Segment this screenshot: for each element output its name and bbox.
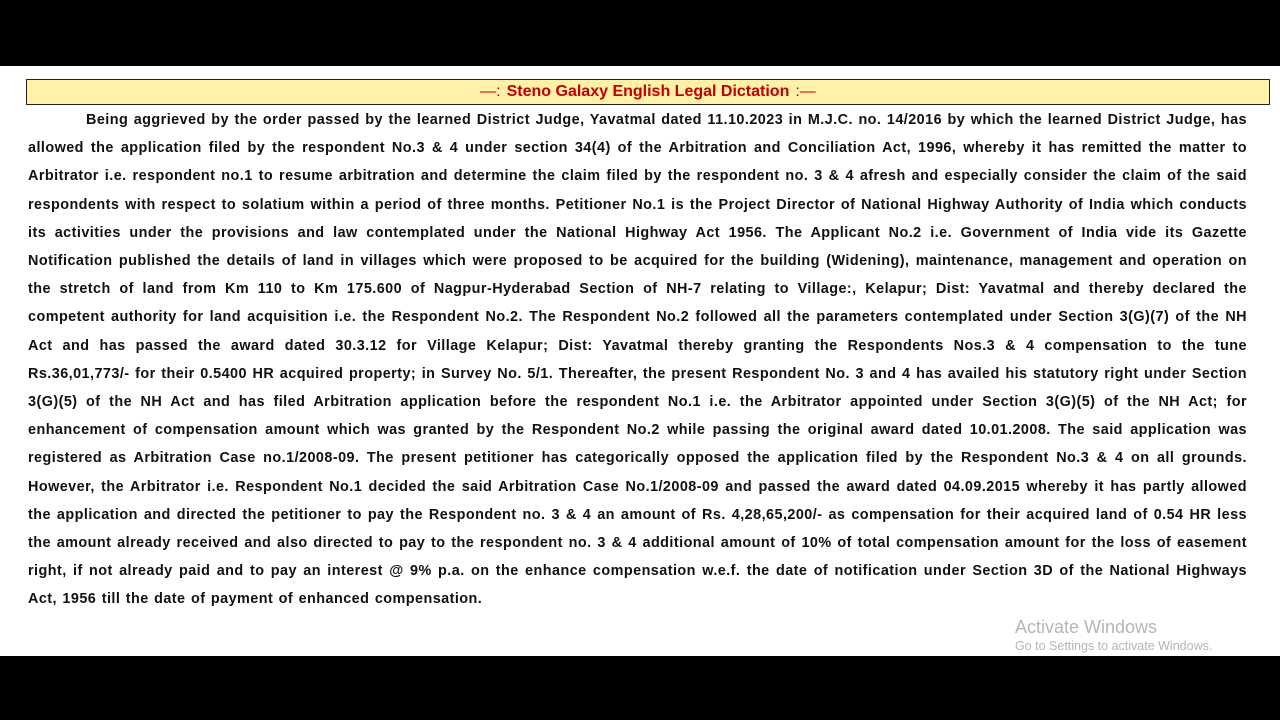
title-banner — [26, 79, 1270, 105]
paragraph-text: Being aggrieved by the order passed by the learned District Judge, Yavatmal dated 11.10.2023 in M.J.C. no. 14/2016 by which the learned District Judge, has allowed the application filed by the respondent No.3 & 4 under section 34(4) of the Arbitration and Conciliation Act, 1996, whereby it has remitted the matter to Arbitrator i.e. respondent no.1 to resume arbitration and determine the claim filed by the respondent no. 3 & 4 afresh and especially consider the claim of the said respondents with respect to solatium within a period of three months. Petitioner No.1 is the Project Director of National Highway Authority of India which conducts its activities under the provisions and law contemplated under the National Highway Act 1956. The Applicant No.2 i.e. Government of India vide its Gazette Notification published the details of land in villages which were proposed to be acquired for the building (Widening), maintenance, management and operation on the stretch of land from Km 110 to Km 175.600 of Nagpur-Hyderabad Section of NH-7 relating to Village:, Kelapur; Dist: Yavatmal and thereby declared the competent authority for land acquisition i.e. the Respondent No.2. The Respondent No.2 followed all the parameters contemplated under Section 3(G)(7) of the NH Act and has passed the award dated 30.3.12 for Village Kelapur; Dist: Yavatmal thereby granting the Respondents Nos.3 & 4 compensation to the tune Rs.36,01,773/- for their 0.5400 HR acquired property; in Survey No. 5/1. Thereafter, the present Respondent No. 3 and 4 has availed his statutory right under Section 3(G)(5) of the NH Act and has filed Arbitration application before the respondent No.1 i.e. the Arbitrator appointed under Section 3(G)(5) of the NH Act; for enhancement of compensation amount which was granted by the Respondent No.2 while passing the original award dated 10.01.2008. The said application was registered as Arbitration Case no.1/2008-09. The present petitioner has categorically opposed the application filed by the Respondent No.3 & 4 on all grounds. However, the Arbitrator i.e. Respondent No.1 decided the said Arbitration Case No.1/2008-09 and passed the award dated 04.09.2015 whereby it has partly allowed the application and directed the petitioner to pay the Respondent no. 3 & 4 an amount of Rs. 4,28,65,200/- as compensation for their acquired land of 0.54 HR less the amount already received and also directed to pay to the respondent no. 3 & 4 additional amount of 10% of total compensation amount for the loss of easement right, if not already paid and to pay an interest @ 9% p.a. on the enhance compensation w.e.f. the date of notification under Section 3D of the National Highways Act, 1956 till the date of payment of enhanced compensation. — [28, 112, 1247, 608]
dictation-paragraph — [28, 106, 1247, 614]
watermark-title: Activate Windows — [1015, 617, 1158, 637]
page-title: Steno Galaxy English Legal Dictation — [506, 83, 790, 100]
activate-windows-watermark — [1015, 616, 1212, 654]
document-page — [0, 66, 1280, 656]
watermark-subtitle: Go to Settings to activate Windows. — [1015, 639, 1213, 653]
title-left-mark: —: — [480, 83, 501, 100]
title-right-mark: :— — [795, 83, 816, 100]
